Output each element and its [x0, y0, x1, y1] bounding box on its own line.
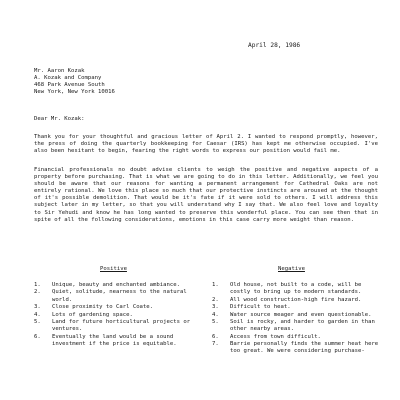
item-text: Old house, not built to a code, will be costly to bring up to modern standards. [230, 282, 362, 296]
list-item [212, 282, 382, 296]
list-item [212, 341, 382, 355]
item-number: 5. [34, 319, 41, 326]
positive-heading: Positive [100, 266, 127, 272]
item-text: Quiet, solitude, nearness to the natural world. [52, 289, 187, 303]
item-number: 1. [212, 282, 219, 288]
item-text: Access from town difficult. [230, 333, 321, 340]
recipient-city: New York, New York 10016 [34, 89, 115, 96]
item-number: 3. [34, 304, 41, 311]
item-text: Difficult to heat. [230, 304, 291, 311]
item-number: 4. [34, 311, 41, 318]
recipient-street: 468 Park Avenue South [34, 82, 105, 89]
list-item [212, 297, 382, 304]
list-item [34, 334, 204, 348]
item-text: All wood construction-high fire hazard. [230, 296, 362, 303]
list-item [212, 319, 382, 333]
item-number: 3. [212, 304, 219, 311]
item-number: 6. [212, 333, 219, 340]
paragraph-1: Thank you for your thoughtful and gracious letter of April 2. I wanted to respond promptly, however, the press of doing the quarterly bookkeeping for Caesar (IRS) has kept me otherwise occupied. I've also been hesitant to begin, fearing the right words to express our position would fail me. [34, 134, 378, 155]
item-text: Barrie personally finds the summer heat here too great. We were considering purchase- [230, 341, 379, 355]
item-text: Close proximity to Carl Coate. [52, 304, 154, 311]
item-number: 2. [34, 289, 41, 296]
list-item [34, 312, 204, 319]
recipient-company: A. Kozak and Company [34, 75, 102, 82]
item-text: Lots of gardening space. [52, 311, 133, 318]
letter-date: April 28, 1986 [248, 42, 301, 49]
salutation: Dear Mr. Kozak: [34, 116, 85, 122]
positive-list [34, 282, 204, 348]
list-item [34, 304, 204, 311]
item-text: Land for future horticultural projects or ventures. [52, 319, 191, 333]
item-number: 1. [34, 282, 41, 288]
recipient-name: Mr. Aaron Kozak [34, 68, 85, 74]
list-item [212, 304, 382, 311]
list-item [34, 289, 204, 303]
item-text: Eventually the land would be a sound investment if the price is equitable. [52, 333, 177, 347]
item-text: Soil is rocky, and harder to garden in than other nearby areas. [230, 319, 375, 333]
item-text: Unique, beauty and enchanted ambiance. [52, 282, 180, 288]
negative-heading: Negative [278, 266, 305, 272]
item-number: 7. [212, 341, 219, 348]
item-number: 6. [34, 333, 41, 340]
item-number: 4. [212, 311, 219, 318]
list-item [212, 334, 382, 341]
paragraph-2: Financial professionals no doubt advise clients to weigh the positive and negative aspects of a property before purchasing. That is what we are going to do in this letter. Additionally, we feel you should be aware that our reasons for wanting a permanent arrangement for Cathedral Oaks are not entirely rational. We love this place so much that our protective instincts are aroused at the thought of it's possible demolition. That would be it's fate if it were sold to others. I will address this subject later in my letter, so that you will understand why I say that. We also feel love and loyalty to Sir Yehudi and know he has long wanted to preserve this wonderful place. You can see then that in spite of all the following considerations, emotions in this case carry more weight than reason. [34, 167, 378, 223]
list-item [34, 319, 204, 333]
list-item [212, 312, 382, 319]
item-number: 2. [212, 296, 219, 303]
item-number: 5. [212, 319, 219, 326]
negative-list [212, 282, 382, 356]
recipient-address [34, 68, 115, 96]
item-text: Water source meager and even questionable. [230, 311, 372, 318]
list-item [34, 282, 204, 289]
